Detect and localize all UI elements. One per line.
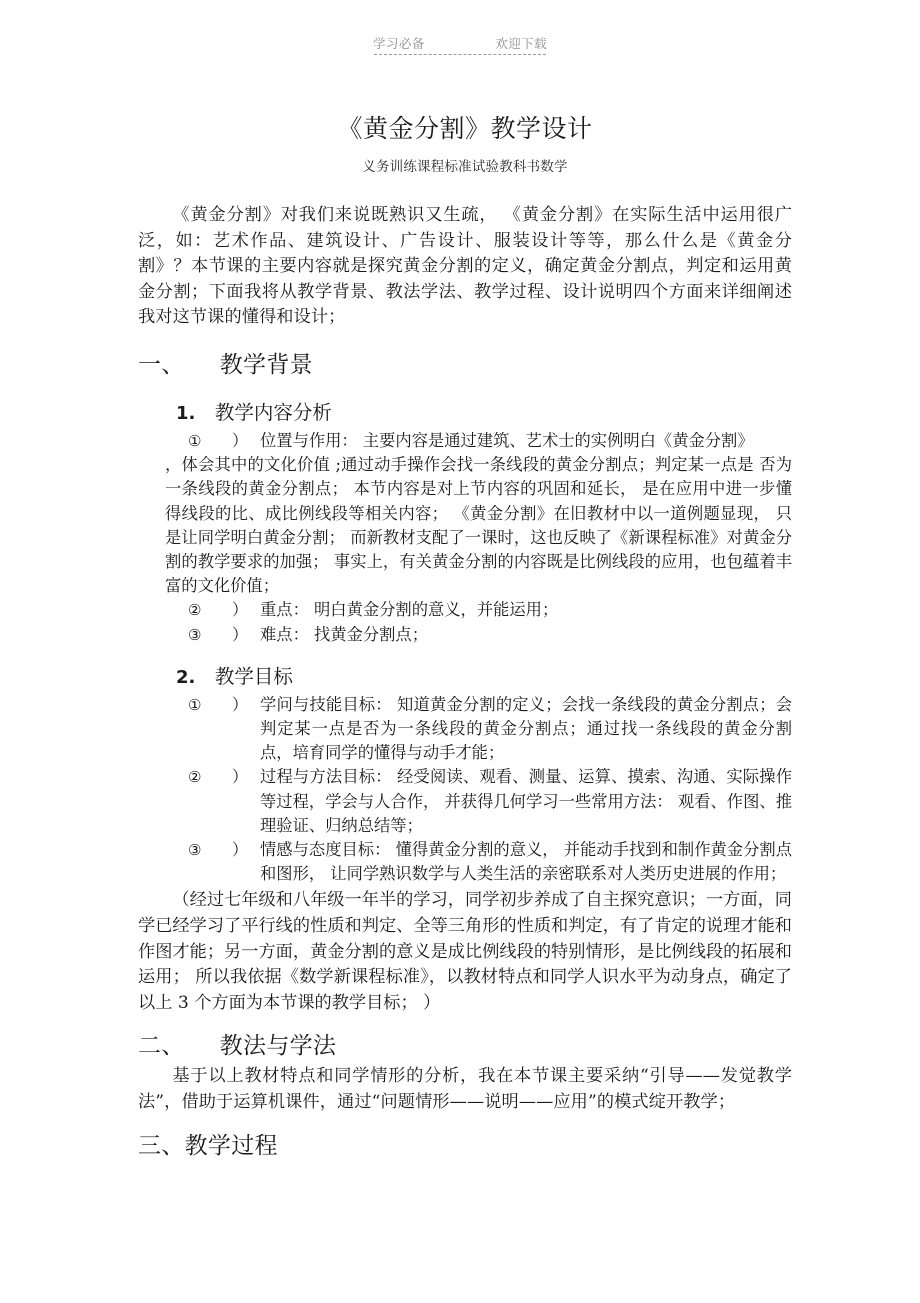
header-right-label: 欢迎下载	[495, 36, 547, 51]
list-marker: ②	[188, 601, 202, 620]
section-three-number: 三、	[138, 1132, 185, 1159]
list-item-lead: 位置与作用： 主要内容是通过建筑、艺术士的实例明白《黄金分割》	[260, 430, 754, 450]
section-heading-one	[138, 331, 792, 383]
section-two-title: 教法与学法	[219, 1033, 337, 1060]
list-marker: ②	[188, 768, 202, 787]
list-item-continuation: ，体会其中的文化价值 ;通过动手操作会找一条线段的黄金分割点；判定某一点是 否为一条线段的黄金分割点； 本节内容是对上节内容的巩固和延长， 是在应用中进一步懂得线段的比、成比例线段等相关内容； 《黄金分割》在旧教材中以一道例题显现， 只是让同学明白黄金分割； 而新教材支配了一课时，这也反映了《新课程标准》对黄金分割的教学要求的加强； 事实上，有关黄金分割的内容既是比例线段的应用，也包蕴着丰富的文化价值；	[165, 455, 792, 596]
list-paren: ）	[232, 694, 249, 714]
section-one-number: 一、	[138, 351, 174, 378]
list-item	[138, 838, 792, 886]
page-subtitle: 义务训练课程标准试验教科书数学	[362, 159, 568, 175]
list-item-lead: 过程与方法目标： 经受阅读、观看、测量、运算、摸索、沟通、实际操作等过程，学会与人合作， 并获得几何学习一些常用方法： 观看、作图、推理验证、归纳总结等；	[260, 767, 792, 835]
document-body	[138, 0, 792, 1164]
list-teaching-content	[138, 429, 792, 647]
list-item-lead: 重点： 明白黄金分割的意义，并能运用；	[260, 600, 559, 620]
list-paren: ）	[232, 624, 249, 644]
list-item	[138, 693, 792, 766]
list-item	[138, 598, 792, 622]
list-item-lead: 情感与态度目标： 懂得黄金分割的意义， 并能动手找到和制作黄金分割点和图形， 让同学熟识数学与人类生活的亲密联系对人类历史进展的作用；	[260, 840, 792, 884]
subsection-2-number: 2.	[176, 666, 196, 688]
subsection-1-number: 1.	[176, 402, 196, 424]
list-paren: ）	[232, 430, 249, 450]
list-marker: ③	[188, 841, 202, 860]
list-marker: ①	[188, 695, 202, 714]
subsection-heading-1	[138, 383, 792, 429]
list-item	[138, 623, 792, 647]
subsection-2-title: 教学目标	[214, 664, 293, 688]
section-two-number: 二、	[138, 1033, 174, 1060]
list-item-lead: 学问与技能目标： 知道黄金分割的定义；会找一条线段的黄金分割点；会判定某一点是否为一条线段的黄金分割点；通过找一条线段的黄金分割点，培育同学的懂得与动手才能；	[260, 694, 792, 763]
section-heading-three	[138, 1116, 792, 1164]
section-one-title: 教学背景	[219, 351, 313, 378]
list-marker: ③	[188, 625, 202, 644]
list-paren: ）	[232, 600, 249, 620]
list-marker: ①	[188, 431, 202, 450]
list-item	[138, 429, 792, 598]
page-title: 《黄金分割》教学设计	[337, 114, 593, 143]
section-three-title: 教学过程	[184, 1132, 278, 1159]
list-paren: ）	[232, 840, 249, 860]
intro-paragraph: 《黄金分割》对我们来说既熟识又生疏， 《黄金分割》在实际生活中运用很广泛，如：艺术作品、建筑设计、广告设计、服装设计等等，那么什么是《黄金分割》？本节课的主要内容就是探究黄金分割的定义，确定黄金分割点，判定和运用黄金分割；下面我将从教学背景、教法学法、教学过程、设计说明四个方面来详细阐述我对这节课的懂得和设计；	[138, 205, 792, 328]
list-paren: ）	[232, 767, 249, 787]
header-left-label: 学习必备	[373, 36, 425, 51]
subsection-1-title: 教学内容分析	[214, 400, 332, 424]
subsection-heading-2	[138, 647, 792, 693]
list-teaching-goals	[138, 693, 792, 887]
list-item-lead: 难点： 找黄金分割点；	[260, 624, 428, 644]
list-item	[138, 765, 792, 838]
section-heading-two	[138, 1016, 792, 1064]
teaching-goals-note: （经过七年级和八年级一年半的学习，同学初步养成了自主探究意识；一方面，同学已经学习了平行线的性质和判定、全等三角形的性质和判定，有了肯定的说理才能和作图才能；另一方面，黄金分割的意义是成比例线段的特别情形，是比例线段的拓展和运用； 所以我依据《数学新课程标准》，以教材特点和同学人识水平为动身点，确定了以上 3 个方面为本节课的教学目标； ）	[138, 890, 792, 1013]
section-two-paragraph: 基于以上教材特点和同学情形的分析，我在本节课主要采纳“引导——发觉教学法”，借助于运算机课件，通过“问题情形——说明——应用”的模式绽开教学；	[138, 1066, 792, 1112]
